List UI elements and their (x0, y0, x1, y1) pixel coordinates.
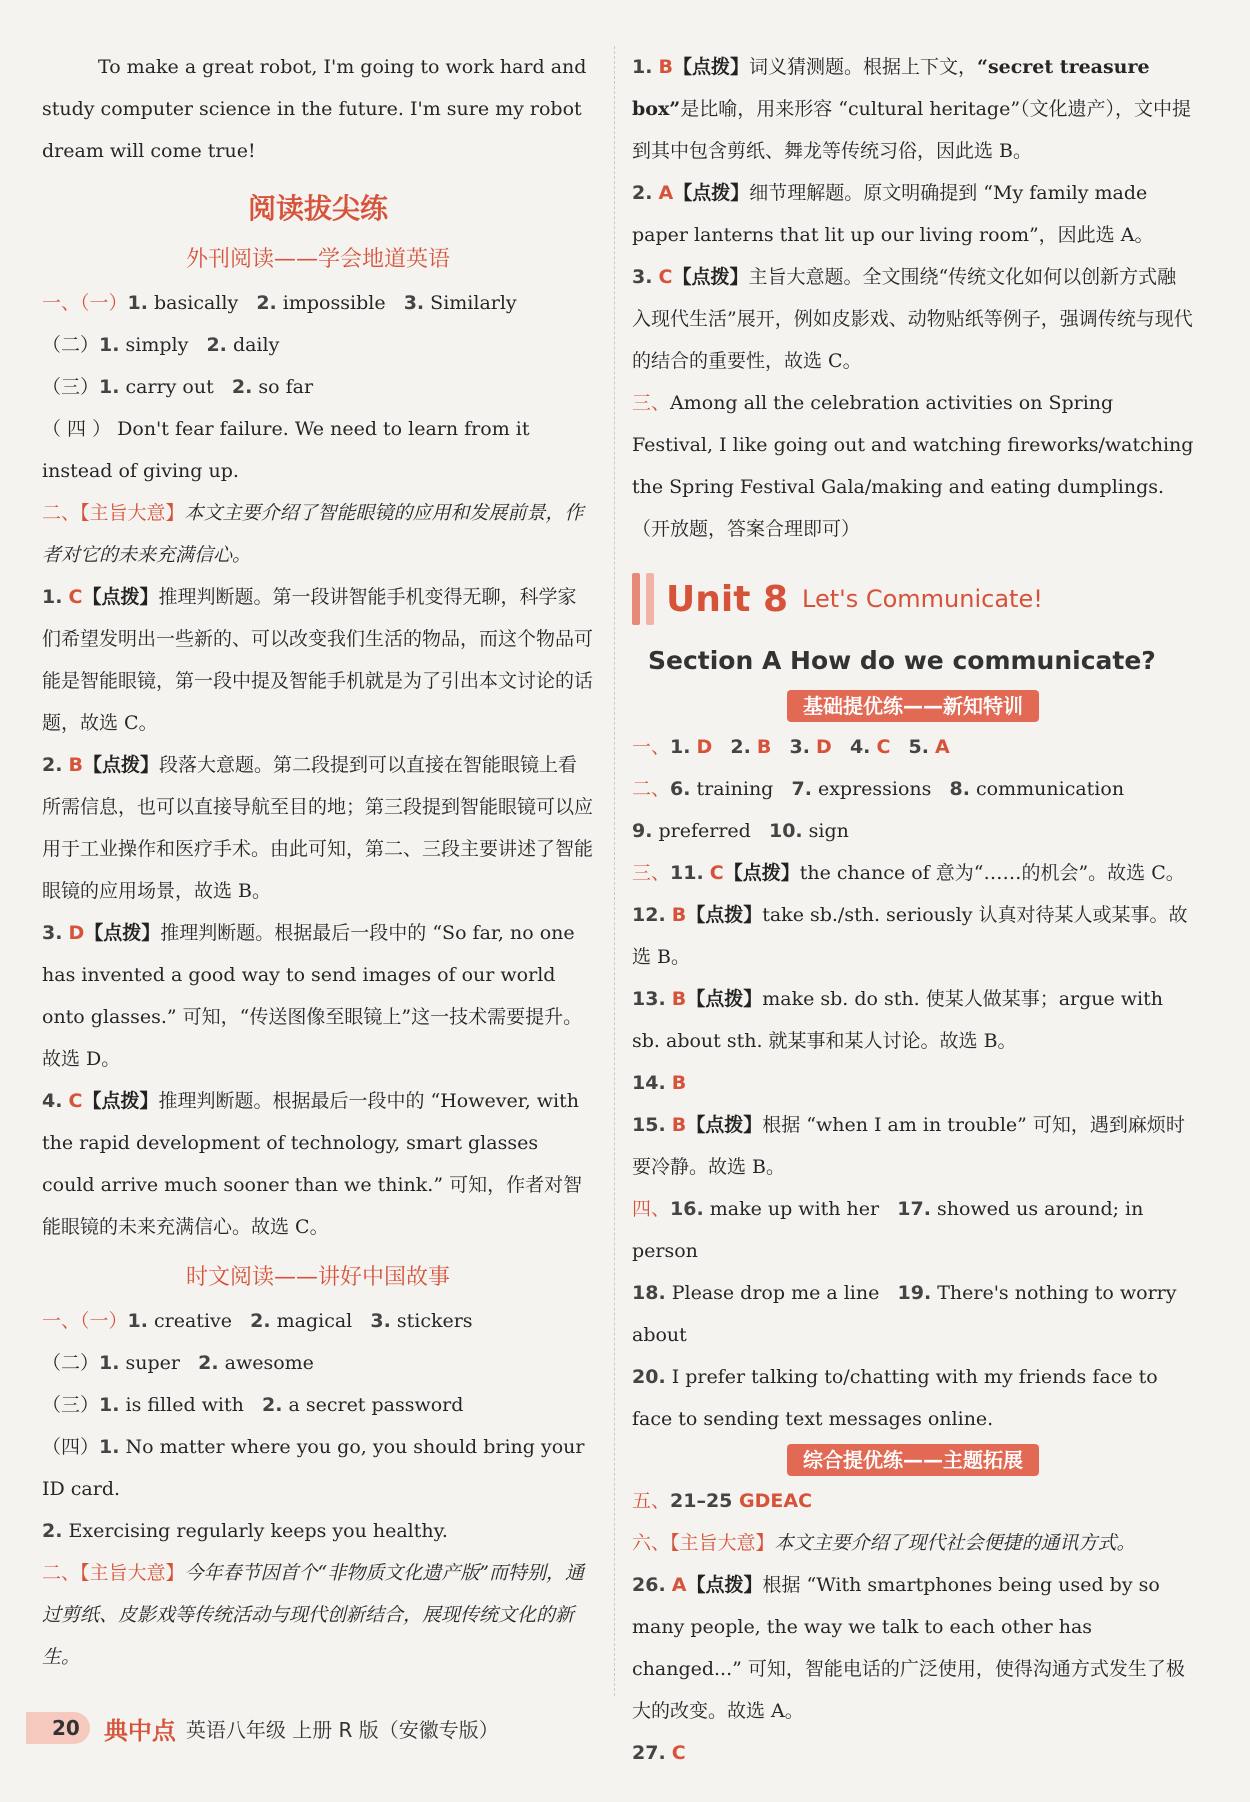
answer-letter: GDEAC (732, 1490, 813, 1512)
foreign-reading-subtitle: 外刊阅读——学会地道英语 (185, 247, 450, 272)
u-question-15 (632, 1104, 1194, 1188)
answer-letter: C (68, 1090, 83, 1112)
item-number: 1. (127, 1310, 148, 1332)
main-idea-paragraph-2 (42, 1552, 594, 1678)
explanation: the chance of 意为“……的机会”。故选 C。 (799, 862, 1185, 884)
unit-header (632, 568, 1194, 630)
answer-text: I prefer talking to/chatting with my friends face to face to sending text messages online. (632, 1366, 1158, 1430)
part-label: （三） (42, 376, 100, 398)
answer-letter: B (671, 988, 687, 1010)
answer-text: is filled with (119, 1394, 244, 1416)
answer-text: There's nothing to worry about (632, 1282, 1177, 1346)
r-part-3 (632, 382, 1194, 550)
item-number: 20. (632, 1366, 666, 1388)
tip-tag: 【点拨】 (672, 56, 749, 78)
item-number: 1. (99, 1352, 120, 1374)
question-number: 3. (632, 266, 653, 288)
part1-line1 (42, 282, 594, 324)
explanation: 段落大意题。第二段提到可以直接在智能眼镜上看所需信息，也可以直接导航至目的地；第三段提到智能眼镜可以应用于工业操作和医疗手术。由此可知，第二、三段主要讲述了智能眼镜的应用场景，故选 B。 (42, 754, 594, 902)
answer-text: showed us around; in person (632, 1198, 1144, 1262)
part-label: （四） (42, 1436, 100, 1458)
part2-line5 (42, 1510, 594, 1552)
part-label: （ 四 ） (42, 418, 112, 440)
current-reading-subtitle: 时文阅读——讲好中国故事 (185, 1265, 450, 1290)
item-number: 17. (897, 1198, 931, 1220)
tip-tag: 【点拨】 (82, 586, 159, 608)
r-question-3 (632, 256, 1194, 382)
u-question-14 (632, 1062, 1194, 1104)
explanation: take sb./sth. seriously 认真对待某人或某事。故选 B。 (632, 904, 1188, 968)
part2-line4 (42, 1426, 594, 1510)
part-label: 二、 (42, 502, 81, 524)
item-number: 7. (791, 778, 812, 800)
basic-practice-banner: 基础提优练——新知特训 (787, 690, 1039, 722)
item-number: 18. (632, 1282, 666, 1304)
answer-text: awesome (218, 1352, 314, 1374)
answer-text: creative (147, 1310, 232, 1332)
u-part-1 (632, 726, 1194, 768)
explanation: 根据 “when I am in trouble” 可知，遇到麻烦时要冷静。故选 B。 (632, 1114, 1185, 1178)
part-label: 三、 (632, 862, 671, 884)
answer-letter: A (671, 1574, 687, 1596)
item-number: 8. (949, 778, 970, 800)
explanation: 推理判断题。根据最后一段中的 “So far, no one has invented a good way to send images of our world onto glasses.” 可知，“传送图像至眼镜上”这一技术需要提升。故选 D。 (42, 922, 583, 1070)
item-number: 2. (206, 334, 227, 356)
book-title: 英语八年级 上册 R 版（安徽专版） (185, 1717, 499, 1742)
answer-letter: C (658, 266, 673, 288)
question-number: 12. (632, 904, 666, 926)
answer-letter: C (709, 862, 724, 884)
u-question-12 (632, 894, 1194, 978)
answer-text: simply (119, 334, 189, 356)
intro-paragraph: To make a great robot, I'm going to work hard and study computer science in the future. I'm sure my robot dream will come true! (42, 56, 587, 162)
brand-logo: 典中点 (103, 1716, 176, 1745)
part-label: 四、 (632, 1198, 671, 1220)
answer-text: make up with her (703, 1198, 880, 1220)
reading-section-title: 阅读拔尖练 (247, 192, 388, 225)
question-2 (42, 744, 594, 912)
answer-text: Among all the celebration activities on Spring Festival, I like going out and watching fireworks/watching the Spring Festival Gala/making and eating dumplings.（开放题，答案合理即可） (632, 392, 1194, 540)
explanation: 细节理解题。原文明确提到 “My family made paper lanterns that lit up our living room”，因此选 A。 (632, 182, 1154, 246)
right-column (632, 46, 1194, 1774)
u-question-27 (632, 1732, 1194, 1774)
tip-tag: 【点拨】 (686, 988, 763, 1010)
item-number: 5. (908, 736, 929, 758)
answer-text: super (119, 1352, 180, 1374)
explanation: 推理判断题。第一段讲智能手机变得无聊，科学家们希望发明出一些新的、可以改变我们生活的物品，而这个物品可能是智能眼镜，第一段中提及智能手机就是为了引出本文讨论的话题，故选 C。 (42, 586, 594, 734)
answer-text: preferred (652, 820, 751, 842)
tip-tag: 【点拨】 (673, 182, 750, 204)
item-number: 21–25 (670, 1490, 733, 1512)
part-label: 六、 (632, 1532, 671, 1554)
part2-line1 (42, 1300, 594, 1342)
item-number: 1. (99, 334, 120, 356)
part-label: 三、 (632, 392, 671, 414)
item-number: 10. (768, 820, 803, 842)
u-part-6 (632, 1522, 1194, 1564)
answer-text: carry out (119, 376, 214, 398)
answer-text: magical (270, 1310, 353, 1332)
unit-bars-decoration (632, 573, 654, 625)
item-number: 19. (897, 1282, 932, 1304)
part-label: 一、 (632, 736, 671, 758)
question-number: 1. (42, 586, 63, 608)
main-idea-text: 本文主要介绍了现代社会便捷的通讯方式。 (774, 1532, 1136, 1554)
main-idea-tag: 【主旨大意】 (80, 502, 185, 524)
answer-letter: B (671, 1114, 687, 1136)
item-number: 3. (789, 736, 810, 758)
question-number: 1. (632, 56, 653, 78)
item-number: 1. (99, 1394, 120, 1416)
answer-letter: D (68, 922, 85, 944)
item-number: 1. (99, 1436, 120, 1458)
question-3 (42, 912, 594, 1080)
answer-letter: C (671, 1742, 686, 1764)
answer-text: daily (226, 334, 280, 356)
answer-letter: B (671, 1072, 687, 1094)
u-question-13 (632, 978, 1194, 1062)
main-idea-tag: 【主旨大意】 (80, 1562, 185, 1584)
part1-line4 (42, 408, 594, 492)
explanation: 推理判断题。根据最后一段中的 “However, with the rapid development of technology, smart glasses could arrive much sooner than we think.” 可知，作者对智能眼镜的未来充满信心。故选 C。 (42, 1090, 583, 1238)
item-number: 2. (256, 292, 277, 314)
page-footer (26, 1706, 586, 1750)
part-label: （二） (42, 1352, 100, 1374)
answer-text: Exercising regularly keeps you healthy. (62, 1520, 448, 1542)
part1-line3 (42, 366, 594, 408)
answer-letter: A (935, 736, 950, 758)
u-question-11 (632, 852, 1194, 894)
main-idea-tag: 【主旨大意】 (670, 1532, 775, 1554)
item-number: 1. (670, 736, 691, 758)
main-idea-text: 本文主要介绍了智能眼镜的应用和发展前景，作者对它的未来充满信心。 (42, 502, 584, 566)
item-number: 4. (849, 736, 871, 758)
part2-line2 (42, 1342, 594, 1384)
u-part-4 (632, 1188, 1194, 1272)
part-label: （三） (42, 1394, 100, 1416)
main-idea-text: 今年春节因首个“非物质文化遗产版”而特别，通过剪纸、皮影戏等传统活动与现代创新结合，展现传统文化的新生。 (42, 1562, 584, 1668)
part2-line3 (42, 1384, 594, 1426)
tip-tag: 【点拨】 (686, 1574, 763, 1596)
tip-tag: 【点拨】 (686, 904, 763, 926)
explanation: 是比喻，用来形容 “cultural heritage”（文化遗产），文中提到其中包含剪纸、舞龙等传统习俗，因此选 B。 (632, 98, 1192, 162)
left-column (42, 46, 594, 1678)
part-label: 一、（一） (42, 292, 128, 314)
u-part-4b (632, 1272, 1194, 1356)
item-number: 3. (370, 1310, 391, 1332)
item-number: 6. (670, 778, 691, 800)
answer-letter: D (816, 736, 832, 758)
item-number: 2. (730, 736, 751, 758)
answer-text: Please drop me a line (665, 1282, 880, 1304)
explanation: 词义猜测题。根据上下文， (749, 56, 978, 78)
u-question-20 (632, 1356, 1194, 1440)
answer-text: Don't fear failure. We need to learn from it instead of giving up. (42, 418, 530, 482)
answer-letter: B (658, 56, 673, 78)
item-number: 9. (632, 820, 653, 842)
item-number: 1. (127, 292, 148, 314)
item-number: 1. (99, 376, 120, 398)
explanation: 主旨大意题。全文围绕“传统文化如何以创新方式融入现代生活”展开，例如皮影戏、动物贴纸等例子，强调传统与现代的结合的重要性，故选 C。 (632, 266, 1193, 372)
answer-text: so far (252, 376, 314, 398)
part-label: （二） (42, 334, 100, 356)
part-label: 五、 (632, 1490, 671, 1512)
item-number: 2. (42, 1520, 63, 1542)
question-number: 26. (632, 1574, 666, 1596)
u-part-2 (632, 768, 1194, 810)
item-number: 16. (670, 1198, 704, 1220)
question-number: 13. (632, 988, 666, 1010)
question-1 (42, 576, 594, 744)
answer-text: communication (970, 778, 1125, 800)
page-number: 20 (26, 1712, 90, 1744)
answer-letter: C (68, 586, 83, 608)
question-number: 11. (670, 862, 704, 884)
part1-line2 (42, 324, 594, 366)
r-question-2 (632, 172, 1194, 256)
answer-letter: D (696, 736, 713, 758)
item-number: 2. (198, 1352, 219, 1374)
item-number: 2. (261, 1394, 283, 1416)
answer-letter: B (68, 754, 83, 776)
question-number: 4. (42, 1090, 63, 1112)
answer-text: a secret password (282, 1394, 464, 1416)
column-divider (614, 46, 615, 1696)
u-part-5 (632, 1480, 1194, 1522)
part-label: 一、（一） (42, 1310, 128, 1332)
comprehensive-practice-banner: 综合提优练——主题拓展 (787, 1444, 1039, 1476)
unit-title: Unit 8 (666, 578, 788, 620)
quoted-phrase: “secret treasure box” (632, 56, 1150, 120)
question-number: 27. (632, 1742, 666, 1764)
u-part-2b (632, 810, 1194, 852)
answer-text: expressions (811, 778, 932, 800)
question-number: 2. (632, 182, 653, 204)
tip-tag: 【点拨】 (84, 922, 161, 944)
question-number: 3. (42, 922, 63, 944)
part-label: 二、 (42, 1562, 81, 1584)
part-label: 二、 (632, 778, 671, 800)
tip-tag: 【点拨】 (82, 754, 159, 776)
explanation: make sb. do sth. 使某人做某事；argue with sb. about sth. 就某事和某人讨论。故选 B。 (632, 988, 1164, 1052)
tip-tag: 【点拨】 (723, 862, 800, 884)
r-question-1 (632, 46, 1194, 172)
answer-text: impossible (276, 292, 386, 314)
answer-text: stickers (390, 1310, 473, 1332)
item-number: 2. (250, 1310, 271, 1332)
unit-subtitle: Let's Communicate! (802, 585, 1043, 613)
u-question-26 (632, 1564, 1194, 1732)
answer-letter: B (756, 736, 772, 758)
answer-text: No matter where you go, you should bring your ID card. (42, 1436, 585, 1500)
tip-tag: 【点拨】 (686, 1114, 763, 1136)
question-number: 15. (632, 1114, 666, 1136)
answer-text: Similarly (424, 292, 517, 314)
question-number: 14. (632, 1072, 666, 1094)
tip-tag: 【点拨】 (82, 1090, 159, 1112)
item-number: 3. (403, 292, 425, 314)
section-title: Section A How do we communicate? (648, 646, 1156, 675)
main-idea-paragraph (42, 492, 594, 576)
answer-text: sign (802, 820, 849, 842)
answer-letter: A (658, 182, 674, 204)
tip-tag: 【点拨】 (672, 266, 749, 288)
explanation: 根据 “With smartphones being used by so many people, the way we talk to each other has changed...” 可知，智能电话的广泛使用，使得沟通方式发生了极大的改变。故选 A。 (632, 1574, 1185, 1722)
answer-text: training (690, 778, 774, 800)
question-number: 2. (42, 754, 63, 776)
answer-letter: B (671, 904, 687, 926)
question-4 (42, 1080, 594, 1248)
item-number: 2. (231, 376, 253, 398)
answer-letter: C (876, 736, 891, 758)
answer-text: basically (147, 292, 239, 314)
